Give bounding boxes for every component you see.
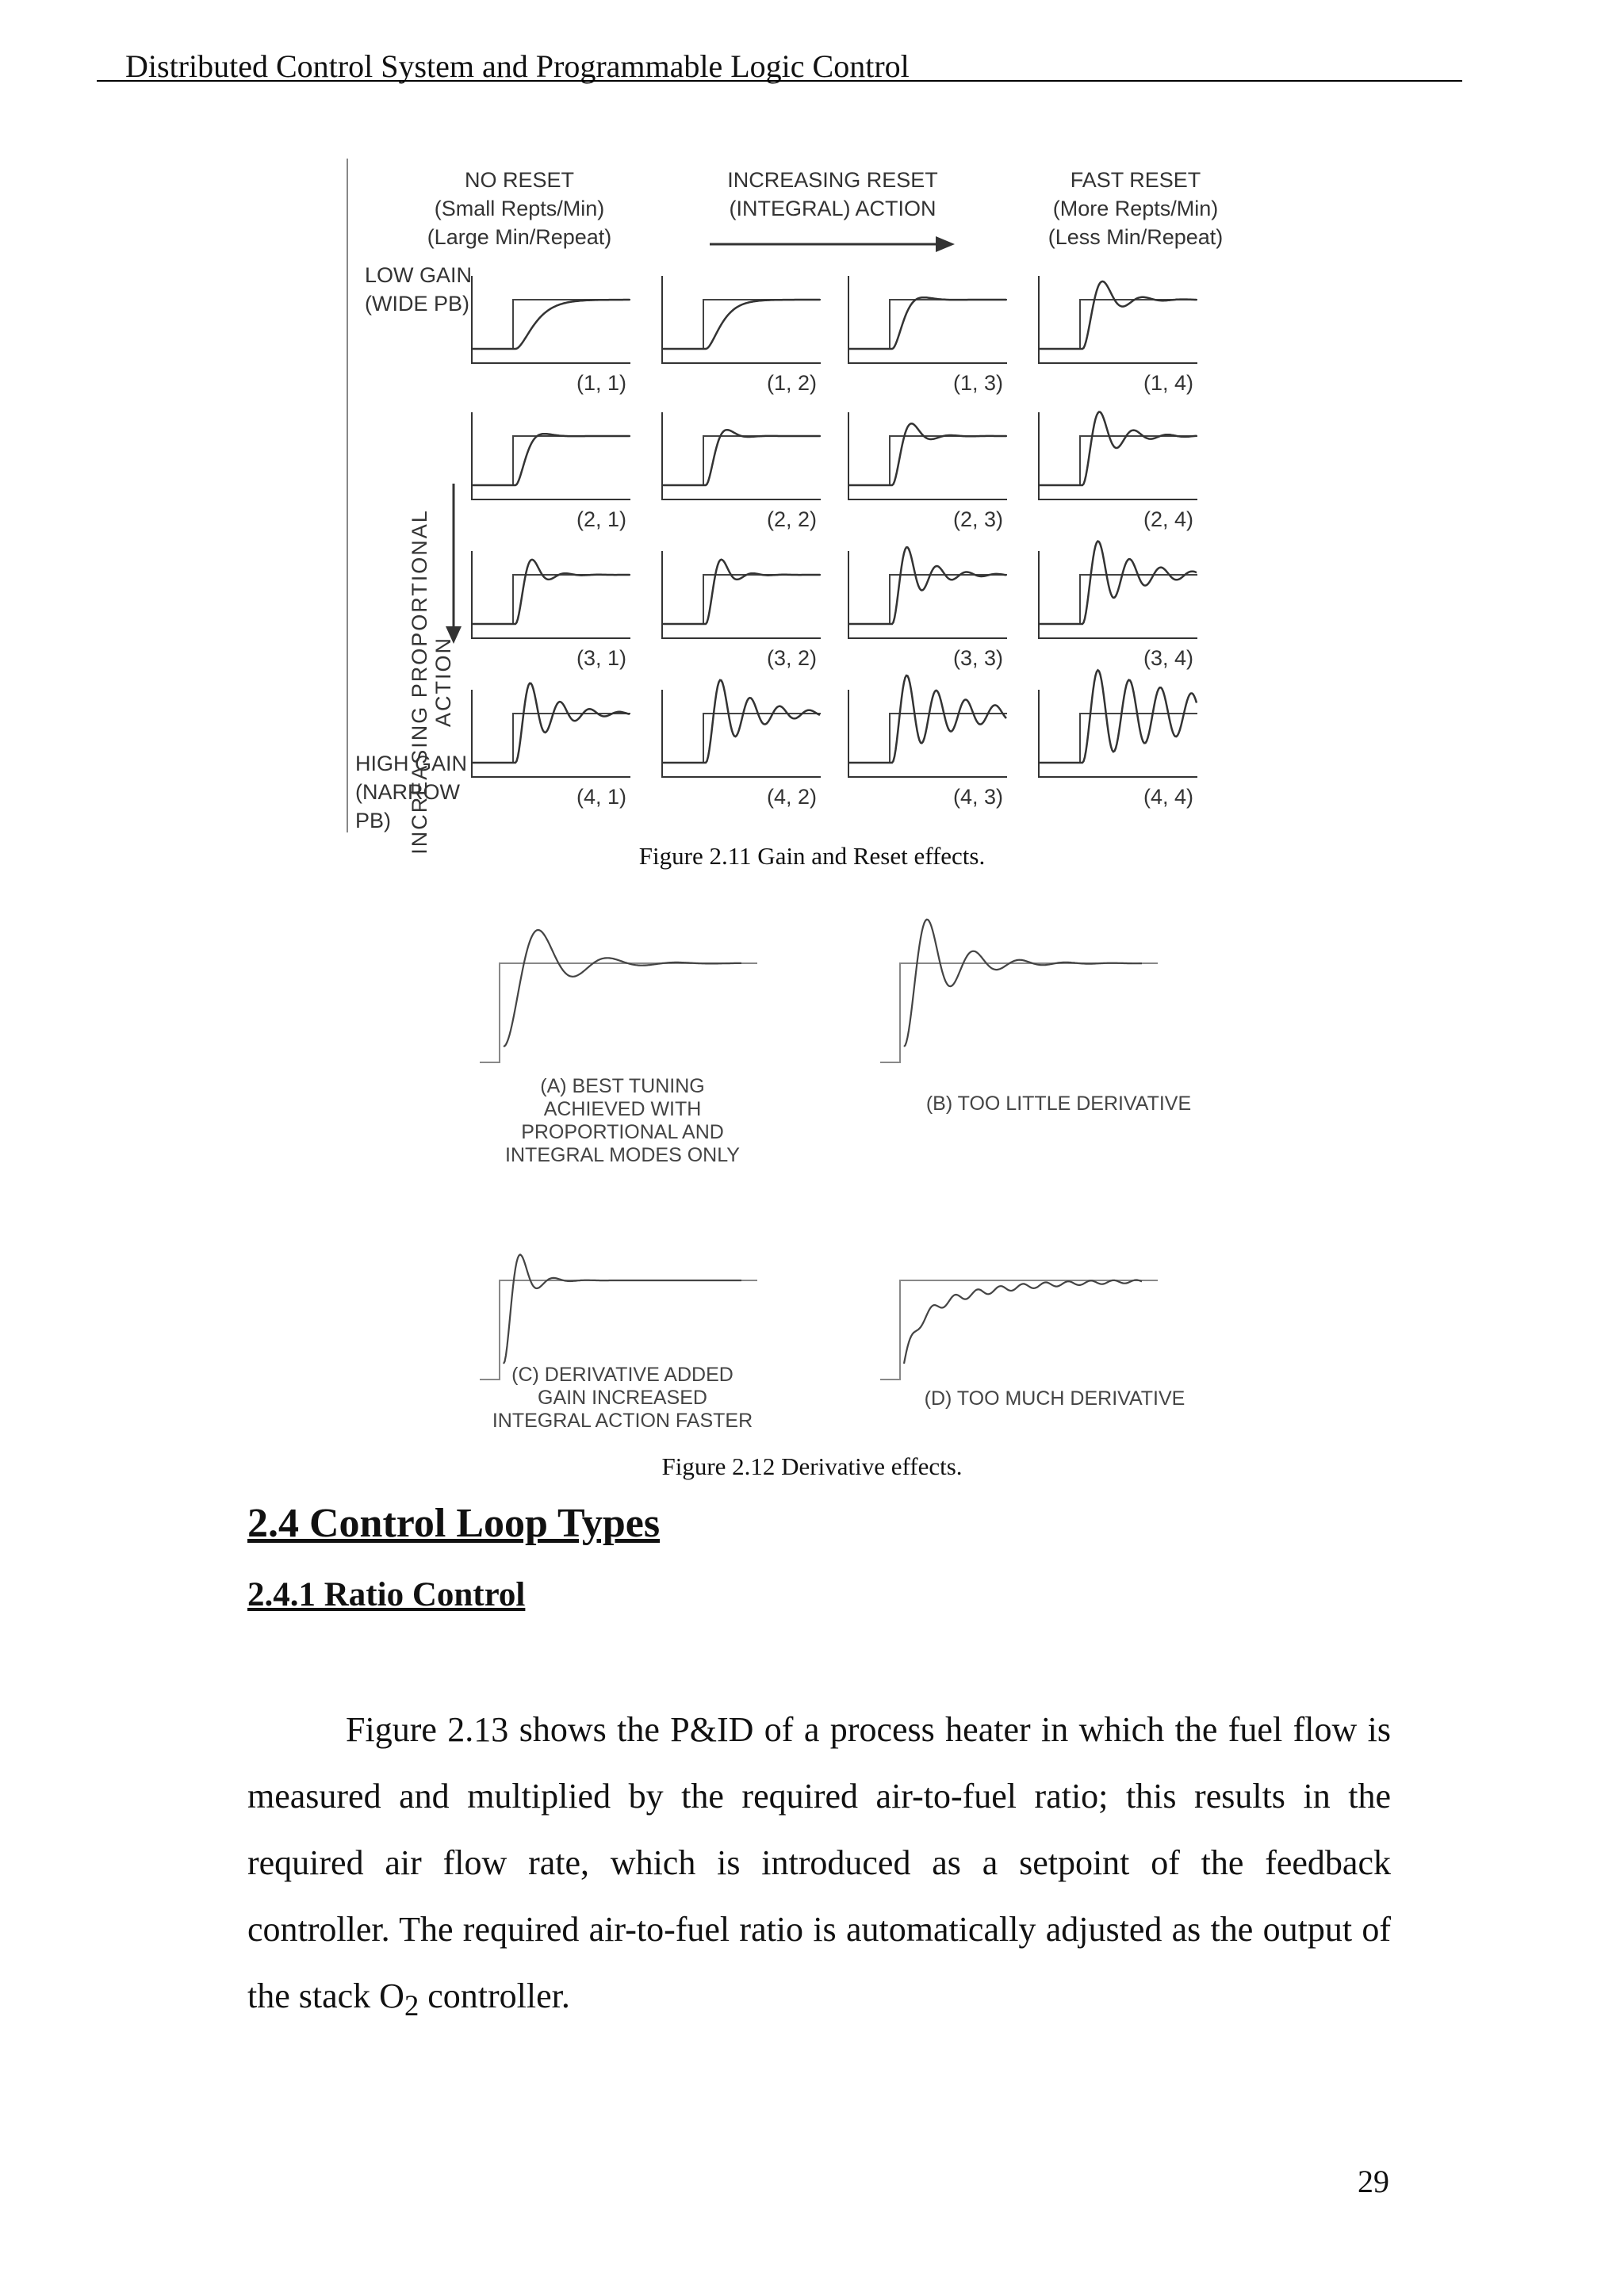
- derivative-panels: [480, 920, 1191, 1432]
- col-header-no-reset: [427, 168, 612, 249]
- response-cell: [848, 675, 1007, 809]
- derivative-panel-d: [880, 1280, 1158, 1380]
- response-cell: [662, 412, 821, 531]
- row-label-high-gain-line-1: HIGH GAIN: [355, 752, 468, 775]
- response-cell: [662, 276, 821, 395]
- cell-label: (4, 4): [1143, 785, 1193, 809]
- response-cell: [848, 412, 1007, 531]
- derivative-panel-a: [480, 930, 757, 1062]
- cell-label: (4, 2): [766, 785, 817, 809]
- page-number: 29: [1358, 2164, 1389, 2199]
- body-paragraph: [247, 1697, 1391, 2039]
- row-label-low-gain-line-1: LOW GAIN: [365, 263, 473, 287]
- paragraph-subscript: 2: [404, 1988, 419, 2022]
- response-cell: [848, 276, 1007, 395]
- col-header-no-reset-line-1: NO RESET: [464, 168, 575, 192]
- header-rule: [97, 80, 1462, 82]
- col-header-fast-reset-line-3: (Less Min/Repeat): [1048, 225, 1224, 249]
- response-cell: [1039, 276, 1197, 395]
- figure-2-12-caption: Figure 2.12 Derivative effects.: [661, 1452, 963, 1480]
- paragraph-main-text: Figure 2.13 shows the P&ID of a process heater in which the fuel flow is measured and multiplied by the required air-to-fuel ratio; this results in the required air flow rate, which is introduced as a setpoint of the feedback controller. The required air-to-fuel ratio is automatically adjusted as the output of the stack O: [247, 1710, 1391, 2015]
- col-header-fast-reset: [1048, 168, 1224, 249]
- derivative-panel-b: [880, 920, 1158, 1062]
- panel-d-label-line-1: (D) TOO MUCH DERIVATIVE: [924, 1387, 1185, 1410]
- col-header-no-reset-line-2: (Small Repts/Min): [434, 197, 605, 220]
- response-cell: [472, 276, 630, 395]
- col-header-fast-reset-line-1: FAST RESET: [1070, 168, 1201, 192]
- panel-a-label-line-4: INTEGRAL MODES ONLY: [505, 1144, 740, 1166]
- response-grid: [472, 276, 1197, 809]
- cell-label: (3, 2): [766, 646, 817, 670]
- vertical-label-line-2: ACTION: [431, 636, 455, 728]
- cell-label: (3, 4): [1143, 646, 1193, 670]
- cell-label: (2, 2): [766, 507, 817, 531]
- cell-label: (4, 1): [576, 785, 626, 809]
- panel-c-label-line-1: (C) DERIVATIVE ADDED: [511, 1364, 733, 1386]
- panel-c-label-line-3: INTEGRAL ACTION FASTER: [492, 1410, 753, 1432]
- panel-a-label-line-3: PROPORTIONAL AND: [521, 1121, 724, 1143]
- col-header-increasing-reset-line-2: (INTEGRAL) ACTION: [729, 197, 936, 220]
- subsection-heading: 2.4.1 Ratio Control: [247, 1576, 526, 1613]
- row-label-low-gain: [365, 263, 472, 316]
- cell-label: (1, 1): [576, 371, 626, 395]
- panel-c-label-line-2: GAIN INCREASED: [538, 1387, 707, 1409]
- response-cell: [1039, 670, 1197, 809]
- reset-arrow: [710, 236, 955, 252]
- cell-label: (1, 4): [1143, 371, 1193, 395]
- cell-label: (4, 3): [952, 785, 1003, 809]
- row-label-high-gain-line-2: (NARROW: [355, 780, 460, 804]
- paragraph-end-text: controller.: [419, 1976, 570, 2015]
- cell-label: (3, 3): [952, 646, 1003, 670]
- col-header-fast-reset-line-2: (More Repts/Min): [1052, 197, 1219, 220]
- row-label-high-gain-line-3: PB): [355, 809, 392, 832]
- panel-a-label-line-2: ACHIEVED WITH: [543, 1098, 702, 1120]
- response-cell: [848, 547, 1007, 670]
- cell-label: (2, 4): [1143, 507, 1193, 531]
- cell-label: (1, 3): [952, 371, 1003, 395]
- col-header-increasing-reset: [727, 168, 938, 220]
- vertical-label-line-1: INCREASING PROPORTIONAL: [408, 509, 431, 855]
- running-header: Distributed Control System and Programmable Logic Control: [125, 48, 910, 84]
- section-heading: 2.4 Control Loop Types: [247, 1501, 661, 1546]
- figure-2-12-derivative-effects: [444, 880, 1237, 1435]
- cell-label: (3, 1): [576, 646, 626, 670]
- figure-2-11-gain-reset-grid: [333, 151, 1224, 855]
- response-cell: [472, 412, 630, 531]
- figure-2-11-caption: Figure 2.11 Gain and Reset effects.: [638, 842, 986, 870]
- derivative-panel-c: [480, 1255, 757, 1380]
- vertical-down-arrow: [446, 484, 462, 644]
- row-label-low-gain-line-2: (WIDE PB): [365, 292, 469, 316]
- response-cell: [1039, 541, 1197, 670]
- response-cell: [472, 683, 630, 809]
- col-header-no-reset-line-3: (Large Min/Repeat): [427, 225, 612, 249]
- response-cell: [662, 551, 821, 670]
- panel-a-label-line-1: (A) BEST TUNING: [540, 1075, 705, 1097]
- cell-label: (2, 3): [952, 507, 1003, 531]
- panel-b-label-line-1: (B) TOO LITTLE DERIVATIVE: [925, 1093, 1192, 1115]
- cell-label: (1, 2): [766, 371, 817, 395]
- response-cell: [662, 680, 821, 809]
- col-header-increasing-reset-line-1: INCREASING RESET: [727, 168, 938, 192]
- response-cell: [472, 551, 630, 670]
- cell-label: (2, 1): [576, 507, 626, 531]
- response-cell: [1039, 412, 1197, 532]
